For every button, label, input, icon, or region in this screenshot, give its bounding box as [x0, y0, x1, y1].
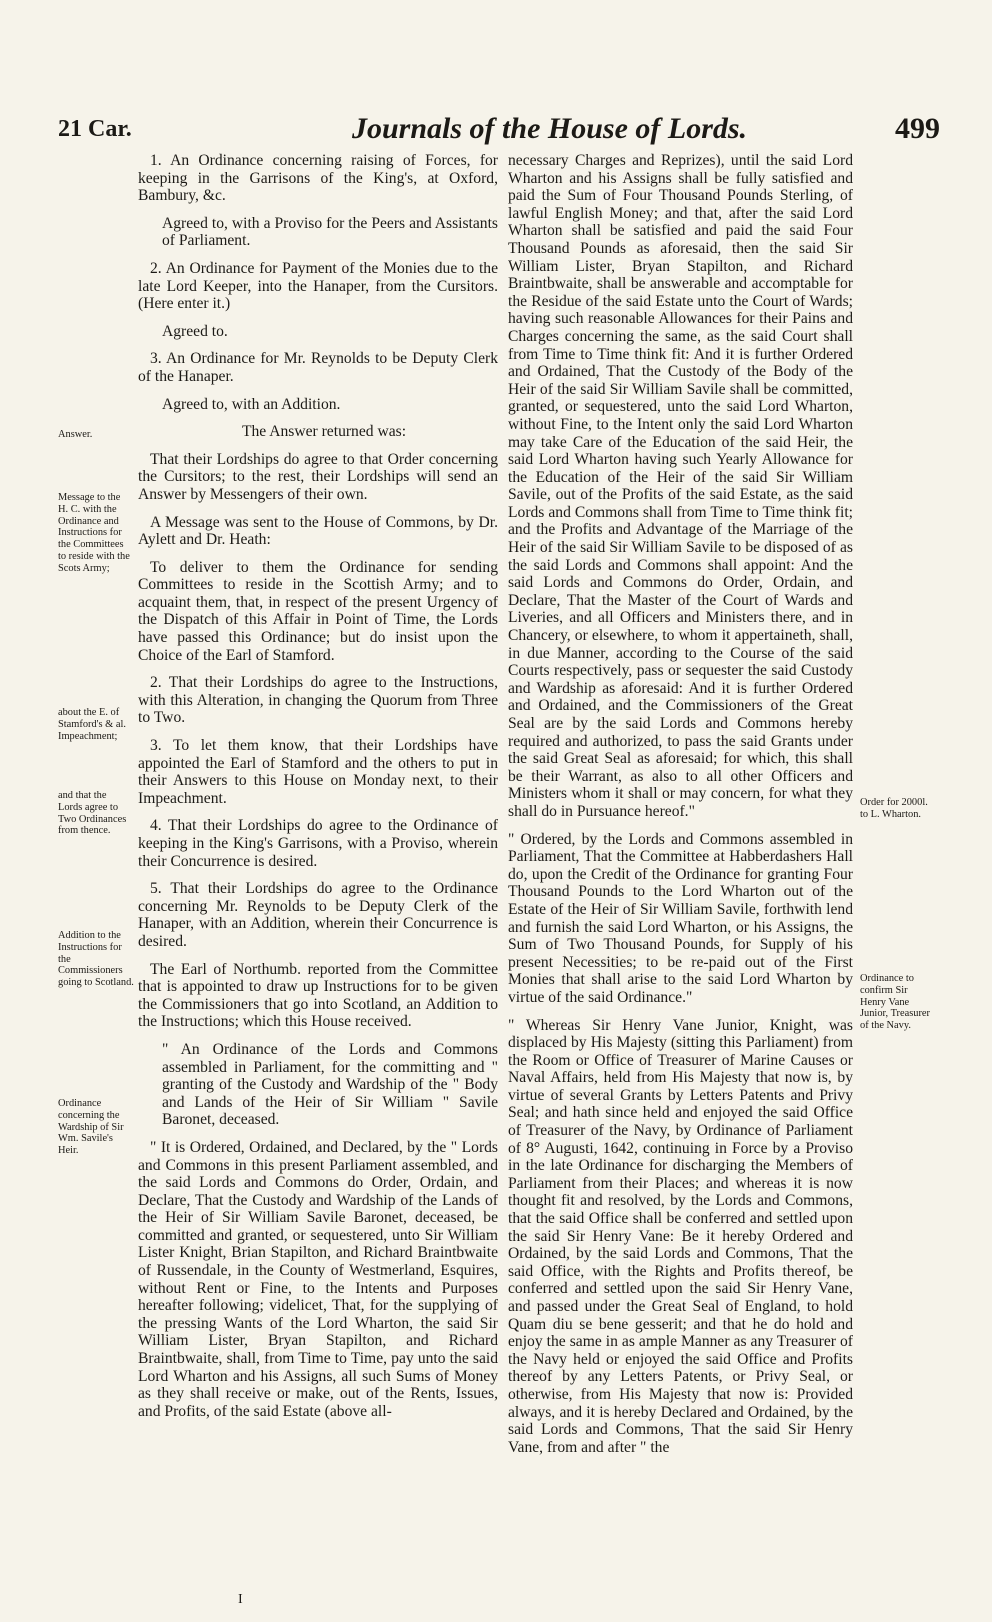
header-title: Journals of the House of Lords. — [352, 112, 748, 145]
signature-mark: I — [238, 1592, 243, 1607]
paragraph: " Ordered, by the Lords and Commons assembled in Parliament, That the Committee at Habberdashers Hall do, upon the Credit of the Ordinance for granting Four Thousand Pounds to the Lord Wharton out of the Estate of the Heir of Sir William Savile, forthwith lend and furnish the said Lord Wharton, or his Assigns, the Sum of Two Thousand Pounds, for Supply of his present Necessities; to be re-paid out of the First Monies that shall arise to the said Lord Wharton by virtue of the said Ordinance." — [508, 830, 853, 1006]
paragraph: necessary Charges and Reprizes), until the said Lord Wharton and his Assigns shall be fully satisfied and paid the Sum of Four Thousand Pounds Sterling, of lawful English Money; and that, after the said Lord Wharton shall be satisfied and paid the said Four Thousand Pounds as aforesaid, then the said Sir William Lister, Bryan Stapilton, and Richard Braintbwaite, shall be answerable and accomptable for the Residue of the said Estate unto the Court of Wards; having such reasonable Allowances for their Pains and Charges concerning the same, as the said Court shall from Time to Time think fit: And it is further Ordered and Ordained, That the Custody of the Body of the Heir of the said Sir William Savile shall be committed, granted, or sequestered, unto the said Lord Wharton, without Fine, to the Intent only the said Lord Wharton may take Care of the Education of the said Heir, the said Lord Wharton having such Yearly Allowance for the Education of the Heir of the said Sir William Savile, out of the Profits of the said Estate, as the said Lords and Commons shall from Time to Time think fit; and the Profits and Advantage of the Marriage of the Heir of the said Sir William Savile to be disposed of as the said Lords and Commons shall appoint: And the said Lords and Commons do Order, Ordain, and Declare, That the Master of the Court of Wards and Liveries, and all Officers and Ministers there, and in Chancery, or elsewhere, to whom it appertaineth, shall, in due Manner, according to the Course of the said Courts respectively, pass or sequester the said Custody and Wardship as aforesaid: And it is further Ordered and Ordained, and the Commissioners of the Great Seal are by the said Lords and Commons hereby required and authorized, to pass the said Grants under the said Great Seal as aforesaid; for which, this shall be their Warrant, as also to all other Officers and Ministers whom it shall or may concern, for what they shall do in Pursuance hereof." — [508, 152, 853, 820]
margin-note-wardship: Ordinance concerning the Wardship of Sir Wm. Savile's Heir. — [58, 1098, 124, 1157]
paragraph: The Answer returned was: — [241, 423, 407, 441]
margin-note-vane: Ordinance to confirm Sir Henry Vane Junior, Treasurer of the Navy. — [860, 973, 931, 1032]
paragraph: Agreed to, with a Proviso for the Peers and Assistants of Parliament. — [162, 214, 498, 250]
margin-note-message: Message to the H. C. with the Ordinance and Instructions for the Committees to reside with the Scots Army; — [58, 492, 130, 574]
paragraph: Agreed to. — [162, 322, 228, 340]
paragraph: 2. An Ordinance for Payment of the Monies due to the late Lord Keeper, into the Hanaper, from the Cursitors. (Here enter it.) — [138, 259, 498, 313]
paragraph: " It is Ordered, Ordained, and Declared, by the " Lords and Commons in this present Parliament assembled, and the said Lords and Commons do Order, Ordain, and Declare, That the Custody and Wardship of the Lands of the Heir of Sir William Savile Baronet, deceased, be committed and granted, or sequestered, unto Sir William Lister Knight, Brian Stapilton, and Richard Braintbwaite of Russendale, in the County of Westmerland, Esquires, without Rent or Fine, to the Intents and Purposes hereafter following; videlicet, That, for the supplying of the pressing Wants of the Lord Wharton, the said Sir William Lister, Bryan Stapilton, and Richard Braintbwaite, shall, from Time to Time, pay unto the said Lord Wharton and his Assigns, all such Sums of Money as they shall receive or make, out of the Rents, Issues, and Profits, of the said Estate (above all- — [138, 1138, 498, 1420]
margin-note-answer: Answer. — [58, 429, 93, 440]
paragraph: 2. That their Lordships do agree to the Instructions, with this Alteration, in changing the Quorum from Three to Two. — [138, 674, 498, 727]
paragraph: The Earl of Northumb. reported from the Committee that is appointed to draw up Instructions for to be given the Commissioners that go into Scotland, an Addition to the Instructions; which this House received. — [138, 960, 498, 1031]
header-regnal-year: 21 Car. — [58, 116, 132, 142]
paragraph: " Whereas Sir Henry Vane Junior, Knight, was displaced by His Majesty (sitting this Parliament) from the Room or Office of Treasurer of Marine Causes or Naval Affairs, held from His Majesty that now is, by virtue of several Grants by Letters Patents and Privy Seal; and hath since held and enjoyed the said Office of Treasurer of the Navy, by Ordinance of Parliament of 8° Augusti, 1642, continuing in Force by a Proviso in the late Ordinance for discharging the Members of Parliament from their Places; and whereas it is now thought fit and resolved, by the Lords and Commons, that the said Office shall be conferred and settled upon the said Sir Henry Vane: Be it hereby Ordered and Ordained, by the said Lords and Commons, That the said Office, with the Rights and Profits thereof, be conferred and settled upon the said Sir Henry Vane, and passed under the Great Seal of England, to hold Quam diu se bene gesserit; and that he do hold and enjoy the same in as ample Manner as any Treasurer of the Navy held or enjoyed the said Office and Profits thereof by any Letters Patents, or Privy Seal, or otherwise, from His Majesty that now is: Provided always, and it is hereby Declared and Ordained, by the said Lords and Commons, That the said Sir Henry Vane, from and after " the — [508, 1016, 853, 1456]
margin-note-two-ordinances: and that the Lords agree to Two Ordinances from thence. — [58, 790, 127, 837]
paragraph: 4. That their Lordships do agree to the Ordinance of keeping in the King's Garrisons, with a Proviso, wherein their Concurrence is desired. — [138, 817, 498, 870]
margin-note-addition: Addition to the Instructions for the Commissioners going to Scotland. — [58, 930, 134, 989]
paragraph: 1. An Ordinance concerning raising of Forces, for keeping in the Garrisons of the King's, at Oxford, Bambury, &c. — [138, 152, 498, 205]
header-page-number: 499 — [895, 112, 940, 145]
margin-note-order-wharton: Order for 2000l. to L. Wharton. — [860, 797, 928, 820]
left-column — [138, 152, 498, 1430]
paragraph: A Message was sent to the House of Commons, by Dr. Aylett and Dr. Heath: — [138, 513, 498, 549]
paragraph: That their Lordships do agree to that Order concerning the Cursitors; to the rest, their Lordships will send an Answer by Messengers of their own. — [138, 450, 498, 503]
paragraph: 3. An Ordinance for Mr. Reynolds to be Deputy Clerk of the Hanaper. — [138, 350, 498, 385]
margin-note-impeachment: about the E. of Stamford's & al. Impeachment; — [58, 707, 126, 742]
paragraph: To deliver to them the Ordinance for sending Committees to reside in the Scottish Army; and to acquaint them, that, in respect of the present Urgency of the Dispatch of this Affair in Point of Time, the Lords have passed this Ordinance; but do insist upon the Choice of the Earl of Stamford. — [138, 558, 498, 664]
paragraph: Agreed to, with an Addition. — [162, 395, 341, 413]
ordinance-title: " An Ordinance of the Lords and Commons assembled in Parliament, for the committing and " granting of the Custody and Wardship of the " Body and Lands of the Heir of Sir William " Savile Baronet, deceased. — [162, 1040, 498, 1129]
right-column — [508, 152, 853, 1466]
paragraph: 5. That their Lordships do agree to the Ordinance concerning Mr. Reynolds to be Deputy Clerk of the Hanaper, with an Addition, wherein their Concurrence is desired. — [138, 880, 498, 950]
paragraph: 3. To let them know, that their Lordships have appointed the Earl of Stamford and the others to put in their Answers to this House on Monday next, to their Impeachment. — [138, 737, 498, 807]
